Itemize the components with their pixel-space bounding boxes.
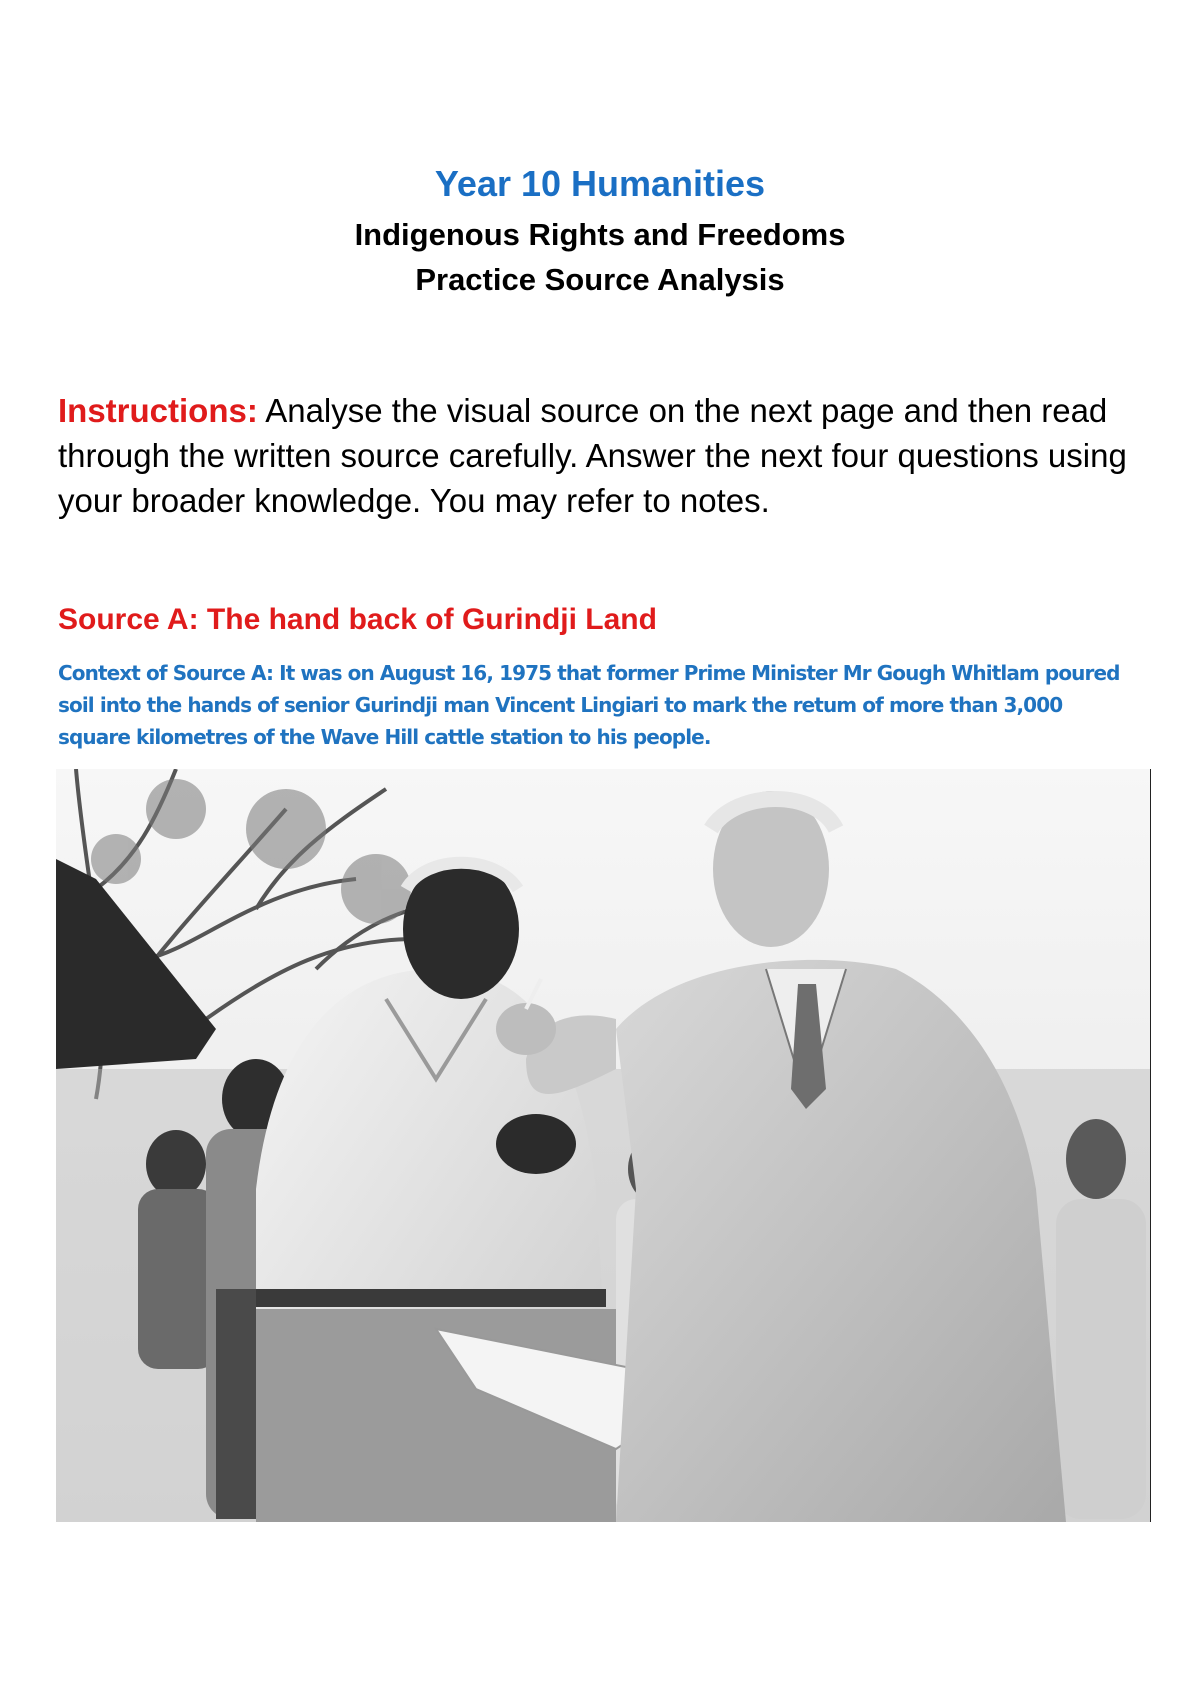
instructions-label: Instructions: bbox=[58, 392, 258, 429]
source-a-photo bbox=[56, 769, 1151, 1522]
source-a-context: Context of Source A: It was on August 16, 1975 that former Prime Minister Mr Gough Whitlam poured soil into the hands of senior Gurindji man Vincent Lingiari to mark the retum of more than 3,000 square kilometres of the Wave Hill cattle station to his people. bbox=[58, 661, 1120, 749]
instructions-text: Analyse the visual source on the next page and then read through the written source carefully. Answer the next four questions using your broader knowledge. You may refer to notes. bbox=[58, 392, 1127, 519]
page-title: Year 10 Humanities bbox=[434, 163, 766, 204]
page-subtitle-2: Practice Source Analysis bbox=[415, 262, 785, 297]
source-a-heading: Source A: The hand back of Gurindji Land bbox=[58, 603, 657, 636]
instructions-paragraph bbox=[58, 388, 1158, 523]
page-subtitle: Indigenous Rights and Freedoms bbox=[354, 217, 846, 252]
